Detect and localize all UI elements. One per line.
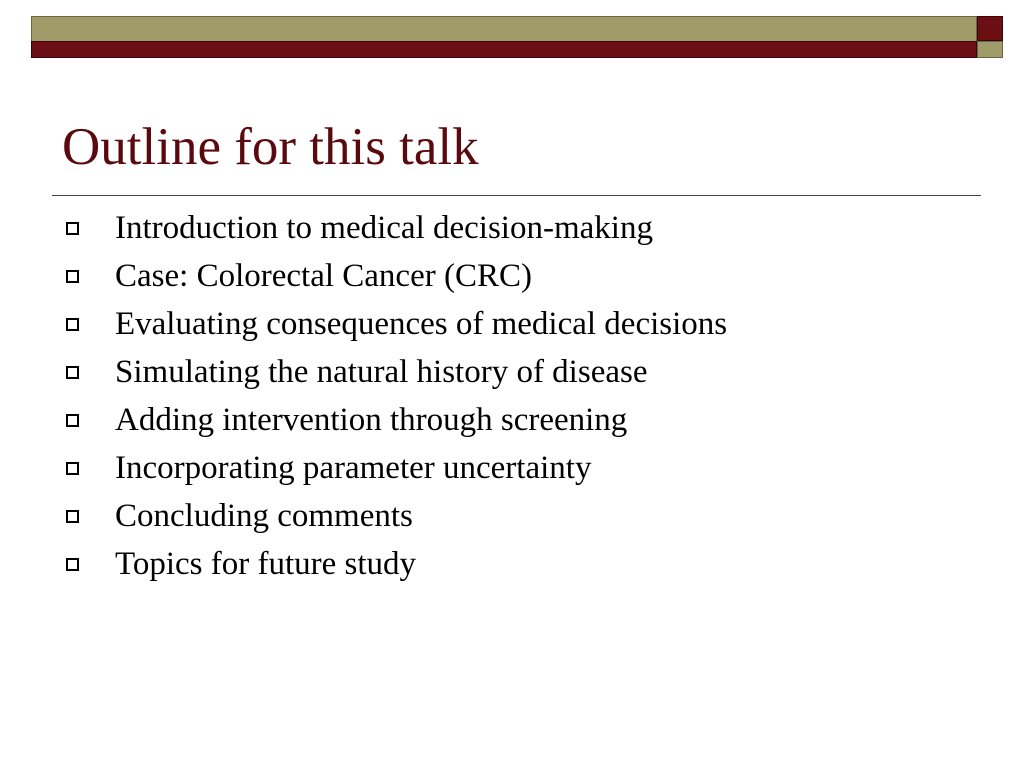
hollow-square-bullet-icon — [66, 414, 79, 427]
hollow-square-bullet-icon — [66, 558, 79, 571]
header-olive-square — [977, 41, 1003, 58]
outline-item-label: Evaluating consequences of medical decisions — [115, 306, 728, 342]
header-maroon-bar — [31, 41, 977, 58]
hollow-square-bullet-icon — [66, 270, 79, 283]
hollow-square-bullet-icon — [66, 366, 79, 379]
outline-item-label: Incorporating parameter uncertainty — [115, 450, 592, 486]
outline-item-label: Adding intervention through screening — [115, 402, 628, 438]
hollow-square-bullet-icon — [66, 510, 79, 523]
hollow-square-bullet-icon — [66, 462, 79, 475]
header-maroon-square — [977, 16, 1003, 41]
title-divider — [52, 195, 981, 196]
outline-item-label: Introduction to medical decision-making — [115, 210, 653, 246]
outline-item-label: Topics for future study — [115, 546, 417, 582]
header-olive-bar — [31, 16, 977, 41]
outline-item-label: Case: Colorectal Cancer (CRC) — [115, 258, 532, 294]
hollow-square-bullet-icon — [66, 222, 79, 235]
outline-item-label: Concluding comments — [115, 498, 413, 534]
hollow-square-bullet-icon — [66, 318, 79, 331]
slide-title: Outline for this talk — [62, 118, 479, 176]
outline-item-label: Simulating the natural history of disease — [115, 354, 648, 390]
